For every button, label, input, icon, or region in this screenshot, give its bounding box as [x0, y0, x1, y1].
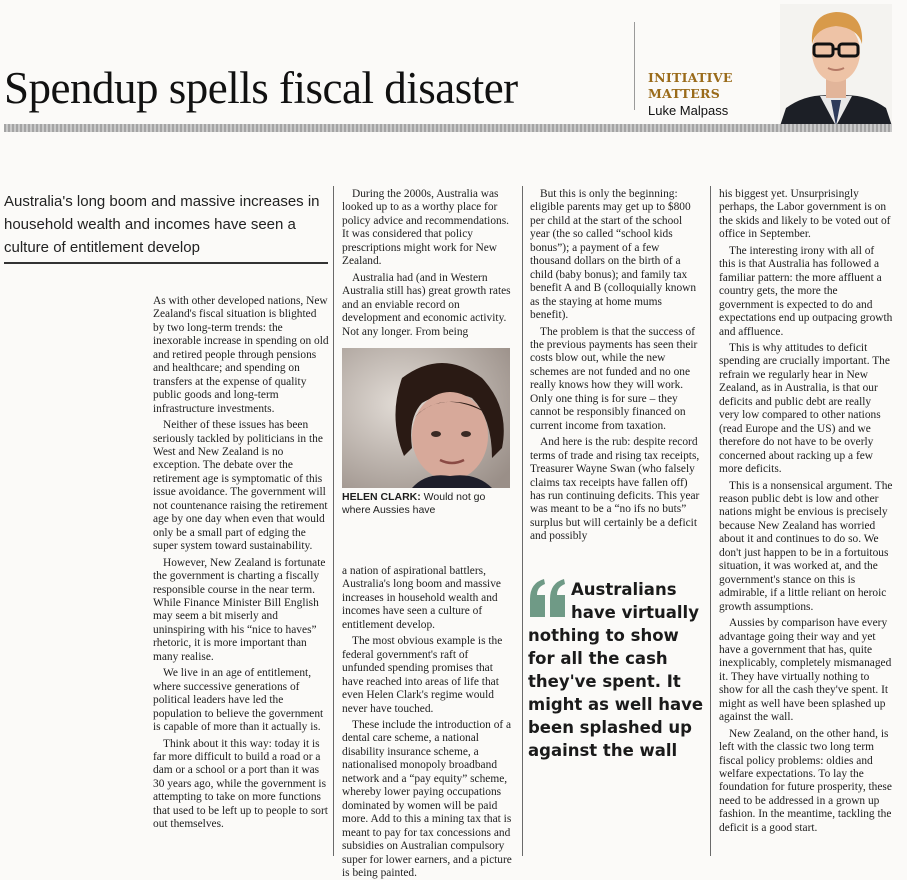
caption-text: Would not go where Aussies have — [342, 491, 486, 516]
column-rule — [333, 186, 334, 856]
paragraph: During the 2000s, Australia was looked up to as a worthy place for policy advice and recommendations. It was considered that policy prescriptions might work for New Zealand. — [342, 188, 510, 268]
caption-name: HELEN CLARK: — [342, 491, 421, 503]
kicker-line-1: INITIATIVE — [648, 70, 733, 85]
paragraph: The most obvious example is the federal government's raft of unfunded spending promises that have reached into areas of life that even Helen Clark's regime would never have touched. — [342, 635, 503, 715]
paragraph: Australia had (and in Western Australia still has) great growth rates and an enviable record on development and economic activity. Not any longer. From being — [342, 271, 511, 338]
paragraph: However, New Zealand is fortunate the government is charting a fiscally responsible course in the near term. While Finance Minister Bill English may seem a bit miserly and uninspiring with his “nice to haves” rhetoric, it is more important than many realise. — [153, 556, 326, 663]
author-portrait — [780, 4, 892, 126]
body-column-2-top — [342, 188, 512, 339]
column-rule — [522, 186, 523, 856]
paragraph: But this is only the beginning: eligible parents may get up to $800 per child at the start of the school year (the so called “school kids bonus”); a payment of a few thousand dollars on the birth of a child (baby bonus); and family tax benefit A and B (colloquially known as the staying at home mums benefit). — [530, 188, 697, 322]
standfirst: Australia's long boom and massive increases in household wealth and incomes have seen a culture of entitlement develop — [4, 193, 320, 256]
header-divider — [634, 22, 635, 110]
pull-quote-text: Australians have virtually nothing to show for all the cash they've spent. It might as well have been splashed up against the wall — [528, 580, 704, 760]
paragraph: These include the introduction of a dental care scheme, a national disability insurance scheme, a nationalised monopoly broadband network and a “pay equity” scheme, whereby lower paying occupations dominated by women will be paid more. Add to this a mining tax that is meant to pay for tax concessions and subsidies on Australian compulsory super for lower earners, and a picture is being painted. — [342, 718, 512, 879]
paragraph: Think about it this way: today it is far more difficult to build a road or a dam or a school or a port than it was 30 years ago, while the government is attempting to take on more functions that used to be left up to people to sort out themselves. — [153, 737, 328, 831]
kicker-line-2: MATTERS — [648, 86, 721, 101]
author-byline: Luke Malpass — [648, 103, 729, 118]
body-column-2-bottom — [342, 565, 512, 880]
body-column-3 — [530, 188, 700, 544]
photo-caption — [342, 491, 510, 517]
paragraph: a nation of aspirational battlers, Australia's long boom and massive increases in household wealth and incomes have seen a culture of entitlement develop. — [342, 565, 501, 631]
headline: Spendup spells fiscal disaster — [4, 63, 518, 113]
paragraph: Aussies by comparison have every advantage going their way and yet have a government that has, quite inexplicably, completely mismanaged it. They have virtually nothing to show for all the cash they've spent. It might as well have been splashed up against the wall. — [719, 617, 892, 724]
pull-quote — [528, 578, 710, 762]
paragraph: As with other developed nations, New Zealand's fiscal situation is blighted by two long-term trends: the inexorable increase in spending on old and retired people through pensions and healthcare; and spending on transfers at the expense of quality public goods and long-term infrastructure investments. — [153, 295, 329, 415]
column-kicker — [648, 70, 733, 102]
paragraph: We live in an age of entitlement, where successive generations of political leaders have led the population to believe the government is capable of more than it actually is. — [153, 667, 324, 734]
paragraph: New Zealand, on the other hand, is left with the classic two long term fiscal policy problems: oldies and welfare expectations. To lay the foundation for future prosperity, these need to be addressed in a grown up fashion. In the meantime, tackling the deficit is a good start. — [719, 727, 892, 834]
paragraph: This is why attitudes to deficit spending are crucially important. The refrain we regularly hear in New Zealand, as in Australia, is that our deficits and public debt are really very low compared to other nations (read Europe and the US) and we therefore do not have to be overly concerned about racking up a few more deficits. — [719, 341, 890, 476]
body-column-1 — [153, 295, 329, 832]
paragraph: And here is the rub: despite record terms of trade and rising tax receipts, Treasurer Wayne Swan (who falsely claims tax receipts have fallen off) has run continuing deficits. This year was meant to be a “no ifs no buts” surplus but will certainly be a deficit and possibly — [530, 436, 700, 543]
paragraph: The problem is that the success of the previous payments has seen their costs blow out, while the new schemes are not funded and no one really knows how they will work. Only one thing is for sure – they cannot be responsibly financed on current income from taxation. — [530, 325, 698, 432]
paragraph: This is a nonsensical argument. The reason public debt is low and other nations might be envious is precisely because New Zealand has worried about it and continues to do so. We don't just happen to be in a fortuitous situation, it was worked at, and the government's stance on this is admirable, if a little reliant on heroic growth assumptions. — [719, 479, 893, 613]
helen-clark-photo — [342, 348, 510, 488]
paragraph: Neither of these issues has been seriously tackled by politicians in the West and New Zealand is no exception. The debate over the retirement age is symptomatic of this issue avoidance. The government will not countenance raising the retirement age by one day when even that would only be a small part of edging the super system toward sustainability. — [153, 419, 328, 553]
paragraph: his biggest yet. Unsurprisingly perhaps, the Labor government is on the skids and likely to be voted out of office in September. — [719, 188, 891, 241]
header-rule — [4, 124, 892, 132]
paragraph: The interesting irony with all of this is that Australia has followed a familiar pattern: the more affluent a country gets, the more the government is expected to do and expectations end up outpacing growth and affluence. — [719, 244, 893, 338]
column-rule — [710, 186, 711, 856]
body-column-4 — [719, 188, 893, 835]
quote-mark-icon — [528, 577, 568, 621]
standfirst-rule — [4, 262, 328, 264]
